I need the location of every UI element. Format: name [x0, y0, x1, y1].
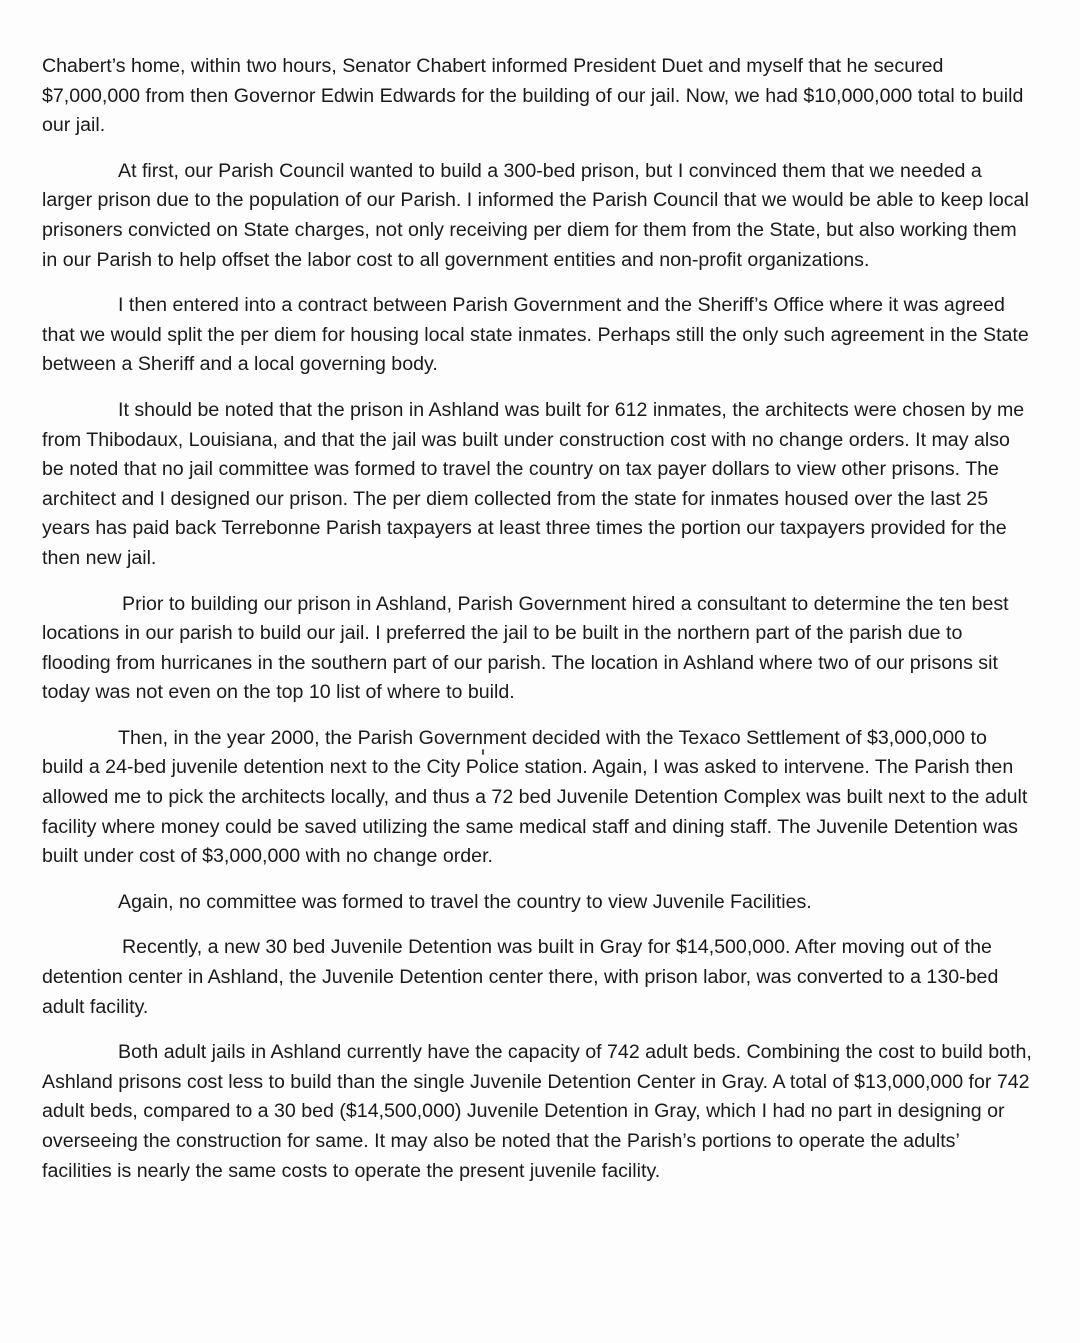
paragraph-juvenile-detention: Then, in the year 2000, the Parish Government decided with the Texaco Settlement of $3,000,000 to build a 24-bed juvenile detention next to the City Police station. Again, I was asked to intervene. The Parish then allowed me to pick the architects locally, and thus a 72 bed Juvenile Detention Complex was built next to the adult facility where money could be saved utilizing the same medical staff and dining staff. The Juvenile Detention was built under cost of $3,000,000 with no change order.	[42, 726, 1028, 868]
paragraph-no-committee: Again, no committee was formed to travel the country to view Juvenile Facilities.	[118, 890, 812, 913]
scan-speck	[482, 749, 484, 755]
paragraph-gray-facility: Recently, a new 30 bed Juvenile Detention was built in Gray for $14,500,000. After moving out of the detention center in Ashland, the Juvenile Detention center there, with prison labor, was converted to a 130-bed adult facility.	[42, 936, 999, 1018]
paragraph-funding-secured: Chabert’s home, within two hours, Senator Chabert informed President Duet and myself that he secured $7,000,000 from then Governor Edwin Edwards for the building of our jail. Now, we had $10,000,000 total to build our jail.	[42, 55, 1024, 137]
paragraph-location-selection: Prior to building our prison in Ashland, Parish Government hired a consultant to determine the ten best locations in our parish to build our jail. I preferred the jail to be built in the northern part of the parish due to flooding from hurricanes in the southern part of our parish. The location in Ashland where two of our prisons sit today was not even on the top 10 list of where to build.	[42, 592, 1009, 704]
paragraph-prison-size: At first, our Parish Council wanted to build a 300-bed prison, but I convinced them that we needed a larger prison due to the population of our Parish. I informed the Parish Council that we would be able to keep local prisoners convicted on State charges, not only receiving per diem for them from the State, but also working them in our Parish to help offset the labor cost to all government entities and non-profit organizations.	[42, 159, 1029, 271]
paragraph-cost-comparison: Both adult jails in Ashland currently have the capacity of 742 adult beds. Combining the cost to build both, Ashland prisons cost less to build than the single Juvenile Detention Center in Gray. A total of $13,000,000 for 742 adult beds, compared to a 30 bed ($14,500,000) Juvenile Detention in Gray, which I had no part in designing or overseeing the construction for same. It may also be noted that the Parish’s portions to operate the adults’ facilities is nearly the same costs to operate the present juvenile facility.	[42, 1041, 1032, 1182]
letter-body	[42, 52, 1032, 1202]
paragraph-per-diem-contract: I then entered into a contract between Parish Government and the Sheriff’s Office where it was agreed that we would split the per diem for housing local state inmates. Perhaps still the only such agreement in the State between a Sheriff and a local governing body.	[42, 294, 1029, 376]
paragraph-ashland-prison: It should be noted that the prison in Ashland was built for 612 inmates, the architects were chosen by me from Thibodaux, Louisiana, and that the jail was built under construction cost with no change orders. It may also be noted that no jail committee was formed to travel the country on tax payer dollars to view other prisons. The architect and I designed our prison. The per diem collected from the state for inmates housed over the last 25 years has paid back Terrebonne Parish taxpayers at least three times the portion our taxpayers provided for the then new jail.	[42, 398, 1025, 569]
